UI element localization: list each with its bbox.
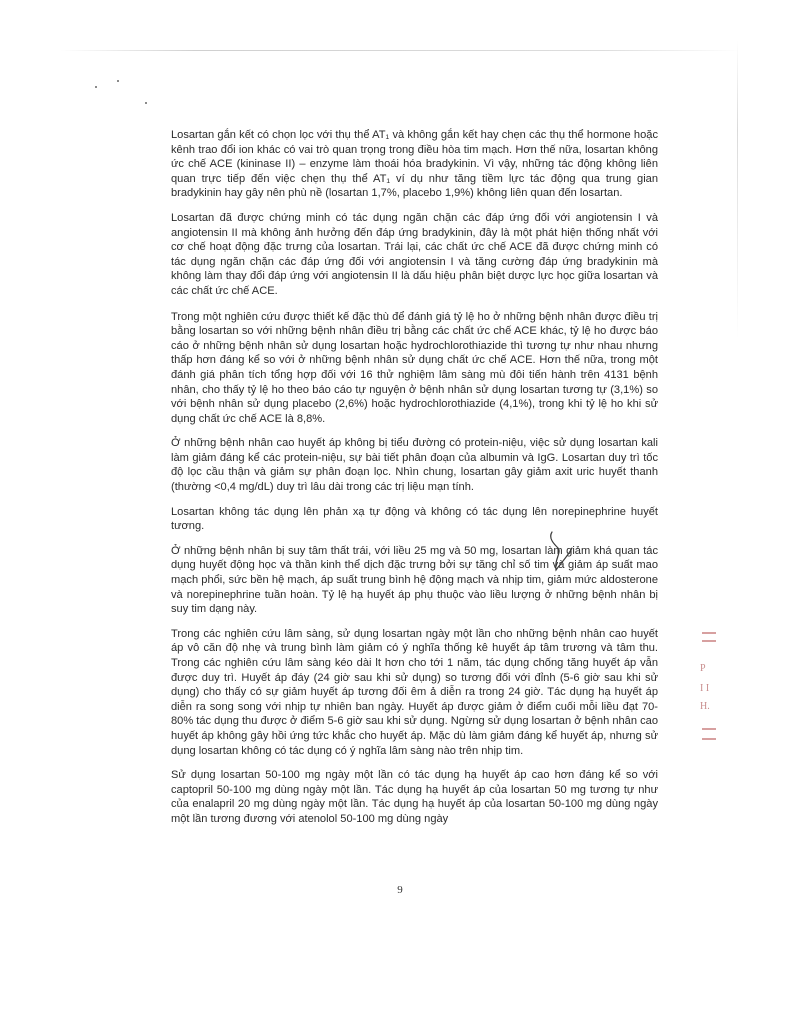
- paragraph-8: Sử dụng losartan 50-100 mg ngày một lần có tác dụng hạ huyết áp cao hơn đáng kể so với captopril 50-100 mg dùng ngày một lần. Tác dụng hạ huyết áp của losartan 50 mg tương tự như của enalapril 20 mg dùng ngày một lần. Tác dụng hạ huyết áp của losartan 50-100 mg dùng ngày một lần tương đương với atenolol 50-100 mg dùng ngày: [171, 769, 658, 825]
- paragraph-2: Losartan đã được chứng minh có tác dụng ngăn chặn các đáp ứng đối với angiotensin I và angiotensin II mà không ảnh hưởng đến đáp ứng bradykinin, đây là một phát hiện thống nhất với cơ chế hoạt động đặc trưng của losartan. Trái lại, các chất ức chế ACE đã được chứng minh có tác dụng ngăn chặn các đáp ứng đối với angiotensin I và tăng cường đáp ứng bradykinin mà không làm thay đổi đáp ứng với angiotensin II là dấu hiệu phân biệt dược lực học giữa losartan và các chất ức chế ACE.: [171, 211, 658, 297]
- scan-edge-right: [737, 40, 738, 340]
- paragraph-5: Losartan không tác dụng lên phản xạ tự động và không có tác dụng lên norepinephrine huyết tương.: [171, 505, 658, 533]
- page-number: 9: [397, 884, 403, 896]
- margin-stamp: [698, 630, 722, 750]
- scan-specks: [95, 80, 155, 110]
- scan-edge-top: [60, 50, 740, 51]
- paragraph-3: Trong một nghiên cứu được thiết kế đặc thù để đánh giá tỷ lệ ho ở những bệnh nhân được điều trị bằng losartan so với những bệnh nhân điều trị bằng các chất ức chế ACE khác, tỷ lệ ho được báo cáo ở những bệnh nhân sử dụng losartan hoặc hydrochlorothiazide thì tương tự như nhau nhưng thấp hơn đáng kể so với ở những bệnh nhân sử dụng chất ức chế ACE. Hơn thế nữa, trong một đánh giá phân tích tổng hợp đối với 16 thử nghiệm lâm sàng mù đôi tiến hành trên 4131 bệnh nhân, cho thấy tỷ lệ ho theo báo cáo tự nguyện ở bệnh nhân sử dụng losartan tương tự (3,1%) so với bệnh nhân sử dụng placebo (2,6%) hoặc hydrochlorothiazide (4,1%), trong khi tỷ lệ ho khi sử dụng chất ức chế ACE là 8,8%.: [171, 310, 658, 425]
- document-body: [171, 128, 658, 837]
- paragraph-4: Ở những bệnh nhân cao huyết áp không bị tiểu đường có protein-niệu, việc sử dụng losartan kali làm giảm đáng kể các protein-niệu, sự bài tiết phân đoạn của albumin và IgG. Losartan duy trì tốc độ lọc cầu thận và giảm sự phân đoạn lọc. Nhìn chung, losartan gây giảm axit uric huyết thanh (thường <0,4 mg/dL) duy trì lâu dài trong các trị liệu mạn tính.: [171, 437, 658, 494]
- paragraph-1: Losartan gắn kết có chọn lọc với thụ thể AT₁ và không gắn kết hay chẹn các thụ thể hormone hoặc kênh trao đổi ion khác có vai trò quan trọng trong điều hòa tim mạch. Hơn thế nữa, losartan không ức chế ACE (kininase II) – enzyme làm thoái hóa bradykinin. Vì vậy, những tác động không liên quan trực tiếp đến việc chẹn thụ thể AT₁ ví dụ như tăng tiềm lực tác động qua trung gian bradykinin hay gây nên phù nề (losartan 1,7%, placebo 1,9%) không liên quan đến losartan.: [171, 129, 658, 200]
- paragraph-6: Ở những bệnh nhân bị suy tâm thất trái, với liều 25 mg và 50 mg, losartan làm giảm khá quan tác dụng huyết động học và thần kinh thể dịch đặc trưng bởi sự tăng chỉ số tim và giảm áp suất mao mạch phổi, sức bền hệ mạch, áp suất trung bình hệ động mạch và nhịp tim, giảm mức aldosterone và norepinephrine tuần hoàn. Tỷ lệ hạ huyết áp phụ thuộc vào liều lượng ở những bệnh nhân bị suy tim dạng này.: [171, 544, 658, 616]
- stamp-line-2: I I: [700, 683, 710, 694]
- stamp-line-1: P: [700, 663, 706, 674]
- paragraph-7: Trong các nghiên cứu lâm sàng, sử dụng losartan ngày một lần cho những bệnh nhân cao huyết áp vô căn độ nhẹ và trung bình làm giảm có ý nghĩa thống kê huyết áp tâm trương và tâm thu. Trong các nghiên cứu lâm sàng kéo dài lt hơn cho tới 1 năm, tác dụng chống tăng huyết áp vẫn được duy trì. Huyết áp đáy (24 giờ sau khi sử dụng) so tương đối với đỉnh (5-6 giờ sau khi sử dụng) cho thấy có sự giảm huyết áp tương đối êm ả diễn ra trong 24 giờ. Tác dụng hạ huyết áp diễn ra song song với nhịp tự nhiên ban ngày. Huyết áp được giảm ở điểm cuối mỗi liều đạt 70-80% tác dụng thu được ở điểm 5-6 giờ sau khi sử dụng. Ngừng sử dụng losartan ở bệnh nhân cao huyết áp không gây hồi ứng tức khắc cho huyết áp. Mặc dù làm giảm đáng kể huyết áp, nhưng sử dụng losartan không có tác dụng có ý nghĩa lâm sàng nào trên nhịp tim.: [171, 627, 658, 757]
- stamp-line-3: H.: [700, 701, 710, 712]
- handwritten-check-icon: [546, 530, 576, 576]
